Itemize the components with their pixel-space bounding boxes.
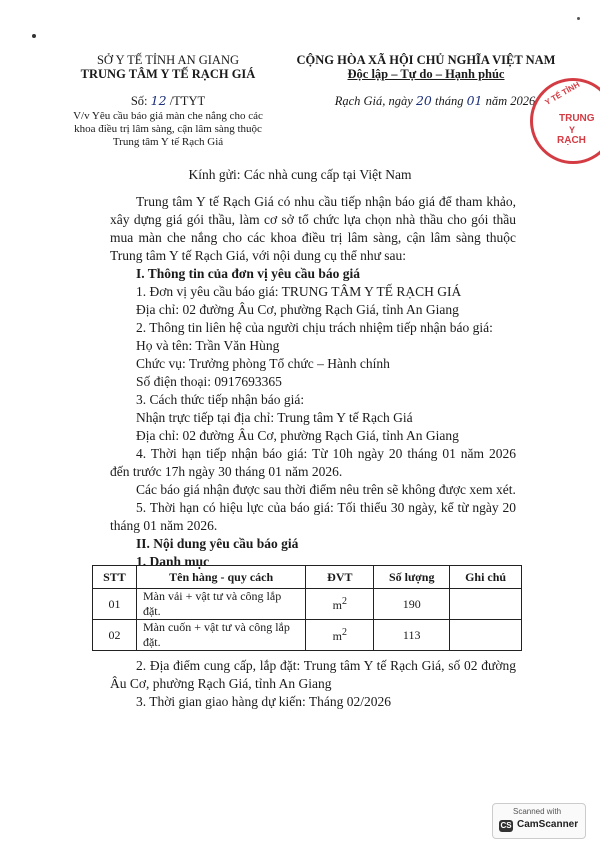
cell-note	[450, 589, 522, 620]
items-table	[92, 565, 522, 651]
table-row	[93, 589, 522, 620]
body-line: 4. Thời hạn tiếp nhận báo giá: Từ 10h ngày 20 tháng 01 năm 2026 đến trước 17h ngày 30 tháng 01 năm 2026.	[110, 446, 516, 479]
document-subject: V/v Yêu cầu báo giá màn che nắng cho các khoa điều trị lâm sàng, cận lâm sàng thuộc Trung tâm Y tế Rạch Giá	[73, 110, 263, 148]
scan-speck	[32, 34, 36, 38]
official-seal: Y TẾ TỈNH TRUNG Y RẠCH	[530, 78, 600, 164]
handwritten-day: 20	[415, 93, 432, 108]
center-name: TRUNG TÂM Y TẾ RẠCH GIÁ	[80, 67, 256, 81]
camscanner-logo-icon: CS	[500, 821, 512, 830]
body-line: Các báo giá nhận được sau thời điểm nêu trên sẽ không được xem xét.	[136, 482, 516, 497]
motto: Độc lập – Tự do – Hạnh phúc	[347, 67, 505, 81]
body-line: Số điện thoại: 0917693365	[136, 374, 282, 389]
section-1-title: I. Thông tin của đơn vị yêu cầu báo giá	[136, 266, 361, 281]
document-number: Số: 12 /TTYT	[130, 93, 206, 108]
intro-paragraph: Trung tâm Y tế Rạch Giá có nhu cầu tiếp nhận báo giá để tham khảo, xây dựng giá gói thầu, làm cơ sở tổ chức lựa chọn nhà thầu cho gói thầu mua màn che nắng cho các khoa điều trị lâm sàng, cận lâm sàng thuộc Trung tâm Y tế Rạch Giá, với nội dung cụ thể như sau:	[110, 194, 516, 263]
cell-stt: 01	[93, 589, 137, 620]
body-line: 3. Thời gian giao hàng dự kiến: Tháng 02/2026	[136, 694, 392, 709]
handwritten-month: 01	[466, 93, 483, 108]
table-header-row	[93, 566, 522, 589]
header-name: Tên hàng - quy cách	[136, 566, 305, 589]
cell-unit: $m^2$	[306, 620, 374, 651]
header-unit: ĐVT	[306, 566, 374, 589]
body-line: 3. Cách thức tiếp nhận báo giá:	[136, 392, 305, 407]
cell-name: Màn vải + vật tư và công lắp đặt.	[136, 589, 305, 620]
nation-title: CỘNG HÒA XÃ HỘI CHỦ NGHĨA VIỆT NAM	[296, 53, 556, 67]
body-line: 1. Đơn vị yêu cầu báo giá: TRUNG TÂM Y TẾ RẠCH GIÁ	[136, 284, 462, 299]
scan-speck	[577, 17, 580, 20]
body-line: Nhận trực tiếp tại địa chỉ: Trung tâm Y tế Rạch Giá	[136, 410, 413, 425]
table-row	[93, 620, 522, 651]
cell-stt: 02	[93, 620, 137, 651]
body-line: 2. Địa điểm cung cấp, lắp đặt: Trung tâm Y tế Rạch Giá, số 02 đường Âu Cơ, phường Rạch Giá, tỉnh An Giang	[110, 658, 516, 691]
document-date: Rạch Giá, ngày 20 tháng 01 năm 2026	[334, 93, 536, 108]
header-qty: Số lượng	[374, 566, 450, 589]
header-stt: STT	[93, 566, 137, 589]
body-line: 2. Thông tin liên hệ của người chịu trách nhiệm tiếp nhận báo giá:	[136, 320, 493, 335]
body-line: Chức vụ: Trưởng phòng Tổ chức – Hành chính	[136, 356, 390, 371]
handwritten-number: 12	[150, 93, 167, 108]
cell-note	[450, 620, 522, 651]
section-2-subtitle: 1. Danh mục	[136, 554, 210, 569]
body-line: Địa chỉ: 02 đường Âu Cơ, phường Rạch Giá, tỉnh An Giang	[136, 302, 459, 317]
document-footer	[110, 657, 516, 711]
section-2-title: II. Nội dung yêu cầu báo giá	[136, 536, 299, 551]
camscanner-watermark: Scanned with CS CamScanner	[492, 803, 586, 839]
body-line: Họ và tên: Trần Văn Hùng	[136, 338, 280, 353]
header-note: Ghi chú	[450, 566, 522, 589]
department-name: SỞ Y TẾ TỈNH AN GIANG	[96, 53, 239, 67]
cell-qty: 190	[374, 589, 450, 620]
greeting: Kính gửi: Các nhà cung cấp tại Việt Nam	[188, 167, 412, 182]
cell-name: Màn cuốn + vật tư và công lắp đặt.	[136, 620, 305, 651]
body-line: 5. Thời hạn có hiệu lực của báo giá: Tối thiểu 30 ngày, kể từ ngày 20 tháng 01 năm 2026.	[110, 500, 516, 533]
cell-qty: 113	[374, 620, 450, 651]
document-body	[110, 193, 516, 571]
cell-unit: $m^2$	[306, 589, 374, 620]
body-line: Địa chỉ: 02 đường Âu Cơ, phường Rạch Giá, tỉnh An Giang	[136, 428, 459, 443]
